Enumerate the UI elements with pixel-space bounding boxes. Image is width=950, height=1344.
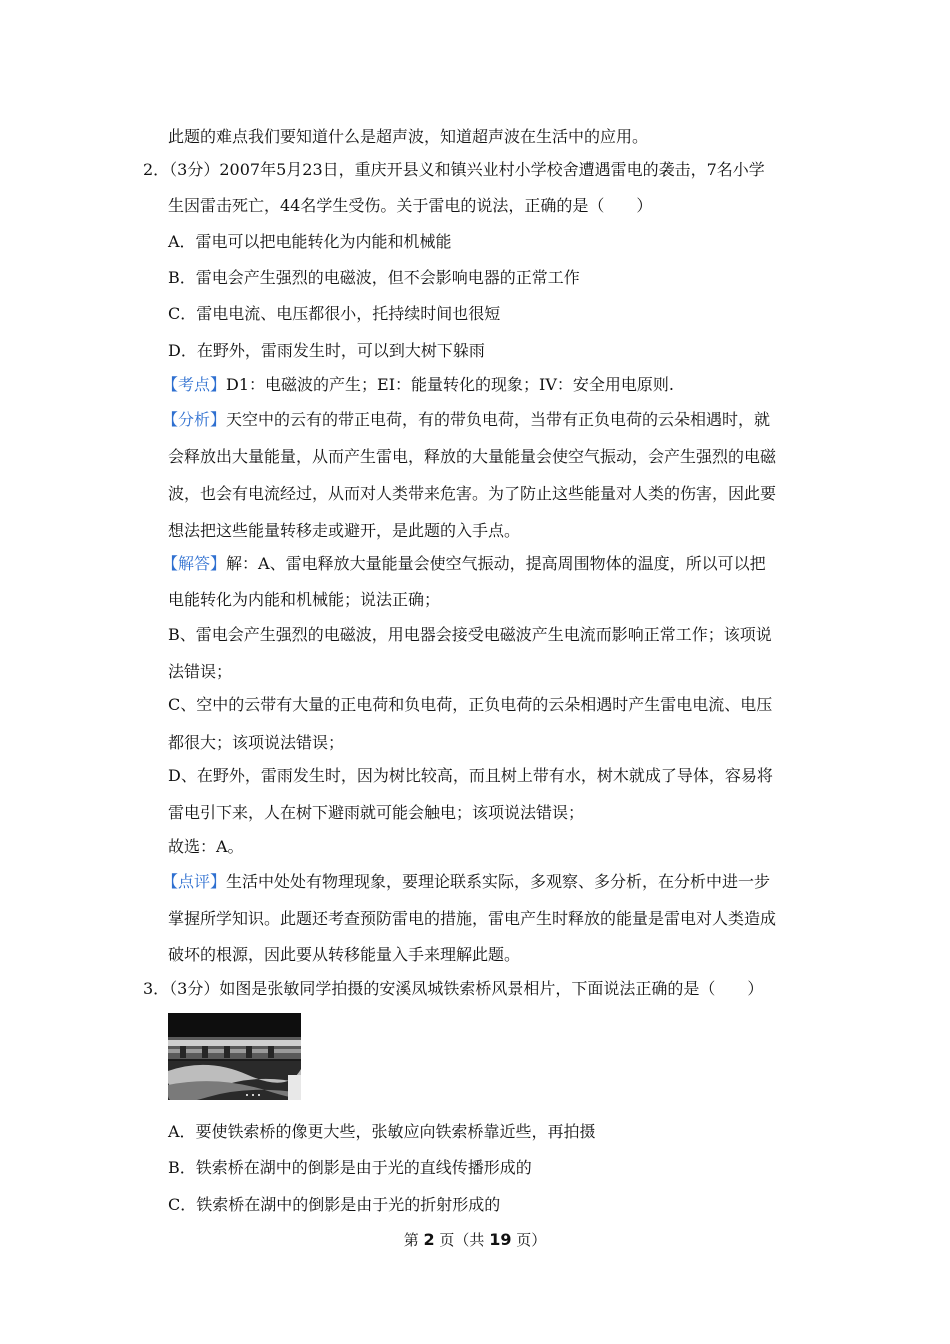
question-2-stem-line-1: 2．（3分）2007年5月23日，重庆开县义和镇兴业村小学校舍遭遇雷电的袭击，7名小学 <box>143 160 765 179</box>
dianping-line-3: 破坏的根源，因此要从转移能量入手来理解此题。 <box>168 945 521 964</box>
question-2-stem-line-2: 生因雷击死亡，44名学生受伤。关于雷电的说法，正确的是（ ） <box>168 196 653 215</box>
footer-total-pages: 19 <box>489 1230 512 1249</box>
jieda-line-9: 故选：A。 <box>168 837 244 856</box>
jieda-text-1: 解：A、雷电释放大量能量会使空气振动，提高周围物体的温度，所以可以把 <box>226 554 766 573</box>
dianping-tag: 【点评】 <box>162 872 227 891</box>
question-2-option-a: A．雷电可以把电能转化为内能和机械能 <box>168 232 452 251</box>
jieda-line-3: B、雷电会产生强烈的电磁波，用电器会接受电磁波产生电流而影响正常工作；该项说 <box>168 625 772 644</box>
jieda-tag: 【解答】 <box>162 554 227 573</box>
question-2-option-d: D．在野外，雷雨发生时，可以到大树下躲雨 <box>168 341 485 360</box>
intro-line: 此题的难点我们要知道什么是超声波，知道超声波在生活中的应用。 <box>168 127 649 146</box>
jieda-line-4: 法错误； <box>168 662 233 681</box>
question-3-option-a: A．要使铁索桥的像更大些，张敏应向铁索桥靠近些，再拍摄 <box>168 1122 596 1141</box>
footer-prefix: 第 <box>403 1231 424 1249</box>
kaodian-line <box>162 375 674 395</box>
kaodian-tag: 【考点】 <box>162 375 227 394</box>
footer-page-number: 2 <box>423 1230 435 1249</box>
jieda-line-1 <box>162 554 766 574</box>
dianping-line-2: 掌握所学知识。此题还考查预防雷电的措施，雷电产生时释放的能量是雷电对人类造成 <box>168 909 777 928</box>
dianping-text-1: 生活中处处有物理现象，要理论联系实际，多观察、多分析，在分析中进一步 <box>226 872 771 891</box>
jieda-line-6: 都很大；该项说法错误； <box>168 733 345 752</box>
question-2-option-b: B．雷电会产生强烈的电磁波，但不会影响电器的正常工作 <box>168 268 580 287</box>
footer-suffix: 页） <box>511 1231 547 1249</box>
question-3-option-c: C．铁索桥在湖中的倒影是由于光的折射形成的 <box>168 1195 501 1214</box>
kaodian-text: D1：电磁波的产生；EI：能量转化的现象；IV：安全用电原则. <box>226 375 674 394</box>
jieda-line-7: D、在野外，雷雨发生时，因为树比较高，而且树上带有水，树木就成了导体，容易将 <box>168 766 773 785</box>
dianping-line-1 <box>162 872 770 892</box>
footer-middle: 页（共 <box>434 1231 490 1249</box>
jieda-line-5: C、空中的云带有大量的正电荷和负电荷，正负电荷的云朵相遇时产生雷电电流、电压 <box>168 695 773 714</box>
fenxi-text-1: 天空中的云有的带正电荷，有的带负电荷，当带有正负电荷的云朵相遇时，就 <box>226 410 771 429</box>
question-3-stem: 3．（3分）如图是张敏同学拍摄的安溪凤城铁索桥风景相片，下面说法正确的是（ ） <box>143 979 764 998</box>
fenxi-line-2: 会释放出大量能量，从而产生雷电，释放的大量能量会使空气振动，会产生强烈的电磁 <box>168 447 777 466</box>
page-footer <box>0 1230 950 1250</box>
jieda-line-8: 雷电引下来，人在树下避雨就可能会触电；该项说法错误； <box>168 803 585 822</box>
fenxi-line-3: 波，也会有电流经过，从而对人类带来危害。为了防止这些能量对人类的伤害，因此要 <box>168 484 777 503</box>
question-3-option-b: B．铁索桥在湖中的倒影是由于光的直线传播形成的 <box>168 1158 532 1177</box>
question-2-option-c: C．雷电电流、电压都很小，托持续时间也很短 <box>168 304 501 323</box>
jieda-line-2: 电能转化为内能和机械能；说法正确； <box>168 590 441 609</box>
fenxi-tag: 【分析】 <box>162 410 227 429</box>
bridge-photo <box>168 1013 301 1100</box>
fenxi-line-4: 想法把这些能量转移走或避开，是此题的入手点。 <box>168 521 521 540</box>
fenxi-line-1 <box>162 410 770 430</box>
